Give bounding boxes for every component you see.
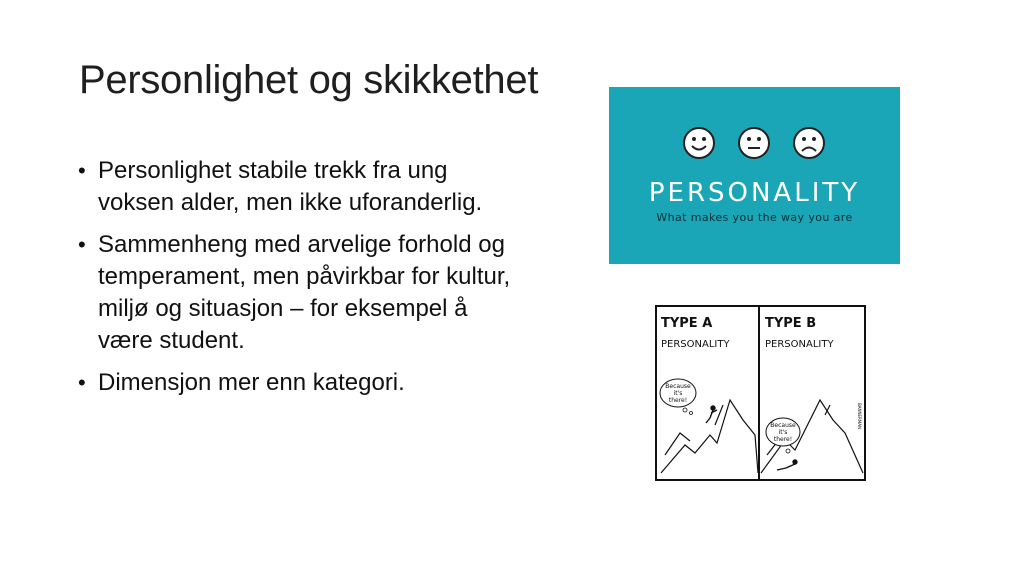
left-bubble-line: there! bbox=[668, 397, 688, 404]
left-sub: PERSONALITY bbox=[661, 339, 730, 350]
left-bubble-line: it's bbox=[673, 390, 683, 397]
neutral-face-icon bbox=[739, 128, 769, 158]
bullet-text: Sammenheng med arvelige forhold og temperament, men påvirkbar for kultur, miljø og situasjon – for eksempel å være student. bbox=[98, 231, 511, 354]
bullet-text: Dimensjon mer enn kategori. bbox=[98, 369, 405, 396]
left-bubble-line: Because bbox=[665, 383, 691, 390]
bullet-item bbox=[76, 229, 526, 357]
bullet-item bbox=[76, 155, 526, 219]
faces-row bbox=[609, 123, 900, 163]
bullet-list bbox=[76, 155, 526, 409]
bullet-text: Personlighet stabile trekk fra ung voksen alder, men ikke uforanderlig. bbox=[98, 157, 483, 216]
personality-tagline: What makes you the way you are bbox=[656, 211, 853, 224]
comic-signature: BANNERMAN bbox=[857, 403, 862, 429]
right-sub: PERSONALITY bbox=[765, 339, 834, 350]
personality-image bbox=[609, 87, 900, 264]
bullet-icon: • bbox=[78, 158, 86, 183]
type-a-type-b-comic bbox=[655, 305, 866, 481]
happy-face-icon bbox=[684, 128, 714, 158]
bullet-icon: • bbox=[78, 370, 86, 395]
personality-word: PERSONALITY bbox=[648, 178, 861, 208]
right-bubble-line: Because bbox=[770, 422, 796, 429]
right-bubble-line: it's bbox=[778, 429, 788, 436]
left-heading: TYPE A bbox=[661, 316, 713, 331]
right-heading: TYPE B bbox=[765, 316, 817, 331]
bullet-icon: • bbox=[78, 232, 86, 257]
bullet-item bbox=[76, 367, 526, 399]
right-bubble-line: there! bbox=[773, 436, 793, 443]
slide-title: Personlighet og skikkethet bbox=[79, 58, 539, 102]
sad-face-icon bbox=[794, 128, 824, 158]
